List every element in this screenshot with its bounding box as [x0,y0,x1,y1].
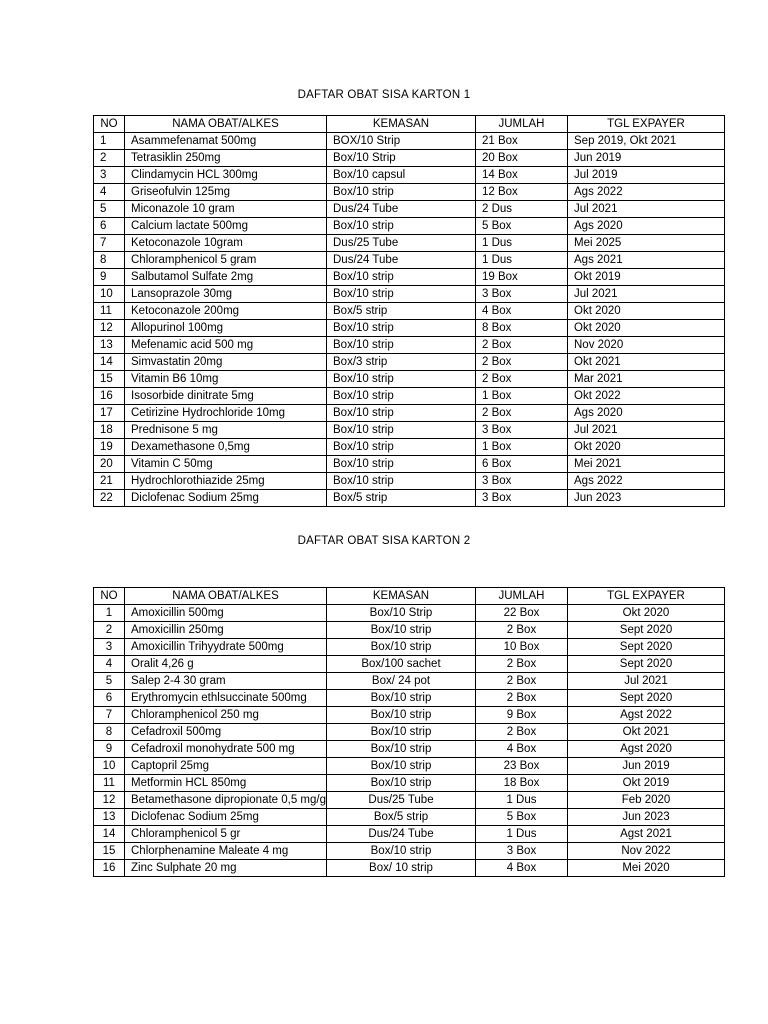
cell-tgl-expayer: Nov 2022 [568,843,725,860]
table-row [94,741,725,758]
cell-kemasan: Box/10 strip [327,320,476,337]
table-row [94,354,725,371]
cell-kemasan: Box/10 Strip [327,605,476,622]
header-jumlah: JUMLAH [476,588,568,605]
cell-nama-obat: Ketoconazole 10gram [125,235,327,252]
cell-jumlah: 2 Box [476,656,568,673]
cell-kemasan: Box/5 strip [327,303,476,320]
table-row [94,775,725,792]
cell-tgl-expayer: Feb 2020 [568,792,725,809]
cell-tgl-expayer: Sept 2020 [568,622,725,639]
cell-jumlah: 1 Dus [476,252,568,269]
cell-kemasan: Box/3 strip [327,354,476,371]
cell-nama-obat: Calcium lactate 500mg [125,218,327,235]
table-row [94,490,725,507]
cell-kemasan: Box/10 strip [327,269,476,286]
cell-tgl-expayer: Ags 2020 [568,405,725,422]
cell-no: 8 [94,724,125,741]
cell-tgl-expayer: Okt 2020 [568,439,725,456]
karton-2-title: DAFTAR OBAT SISA KARTON 2 [297,535,471,547]
cell-kemasan: Box/10 strip [327,758,476,775]
cell-jumlah: 1 Dus [476,792,568,809]
cell-tgl-expayer: Mar 2021 [568,371,725,388]
cell-jumlah: 1 Dus [476,235,568,252]
cell-no: 4 [94,184,125,201]
cell-nama-obat: Dexamethasone 0,5mg [125,439,327,456]
cell-tgl-expayer: Mei 2025 [568,235,725,252]
cell-tgl-expayer: Okt 2020 [568,605,725,622]
cell-nama-obat: Vitamin B6 10mg [125,371,327,388]
table-row [94,622,725,639]
cell-no: 6 [94,218,125,235]
cell-nama-obat: Amoxicillin 250mg [125,622,327,639]
cell-kemasan: Box/10 strip [327,741,476,758]
header-nama-obat: NAMA OBAT/ALKES [125,588,327,605]
cell-tgl-expayer: Nov 2020 [568,337,725,354]
cell-no: 16 [94,860,125,877]
cell-nama-obat: Amoxicillin 500mg [125,605,327,622]
cell-jumlah: 10 Box [476,639,568,656]
table-row [94,439,725,456]
cell-nama-obat: Betamethasone dipropionate 0,5 mg/g [125,792,327,809]
cell-nama-obat: Captopril 25mg [125,758,327,775]
cell-tgl-expayer: Agst 2020 [568,741,725,758]
cell-tgl-expayer: Agst 2021 [568,826,725,843]
table-row [94,405,725,422]
cell-jumlah: 3 Box [476,843,568,860]
cell-jumlah: 4 Box [476,741,568,758]
cell-tgl-expayer: Ags 2022 [568,473,725,490]
cell-nama-obat: Simvastatin 20mg [125,354,327,371]
cell-no: 13 [94,337,125,354]
cell-kemasan: Dus/24 Tube [327,201,476,218]
cell-no: 19 [94,439,125,456]
table-row [94,707,725,724]
cell-jumlah: 22 Box [476,605,568,622]
cell-no: 13 [94,809,125,826]
cell-jumlah: 2 Box [476,371,568,388]
karton-2-table [93,587,725,877]
cell-tgl-expayer: Mei 2021 [568,456,725,473]
cell-no: 2 [94,150,125,167]
table-row [94,235,725,252]
cell-kemasan: Box/10 strip [327,843,476,860]
cell-kemasan: Box/10 strip [327,473,476,490]
cell-kemasan: Box/ 10 strip [327,860,476,877]
cell-no: 3 [94,639,125,656]
header-no: NO [94,116,125,133]
cell-kemasan: Box/10 strip [327,690,476,707]
cell-kemasan: Box/5 strip [327,809,476,826]
cell-jumlah: 3 Box [476,473,568,490]
cell-kemasan: Box/10 strip [327,371,476,388]
cell-jumlah: 5 Box [476,218,568,235]
cell-jumlah: 1 Box [476,388,568,405]
cell-tgl-expayer: Okt 2022 [568,388,725,405]
header-no: NO [94,588,125,605]
table-row [94,724,725,741]
cell-no: 17 [94,405,125,422]
cell-nama-obat: Griseofulvin 125mg [125,184,327,201]
cell-no: 4 [94,656,125,673]
cell-jumlah: 6 Box [476,456,568,473]
cell-jumlah: 20 Box [476,150,568,167]
table-row [94,473,725,490]
table-row [94,320,725,337]
cell-nama-obat: Cefadroxil monohydrate 500 mg [125,741,327,758]
cell-kemasan: Box/10 strip [327,639,476,656]
header-nama-obat: NAMA OBAT/ALKES [125,116,327,133]
cell-no: 6 [94,690,125,707]
cell-jumlah: 12 Box [476,184,568,201]
cell-jumlah: 3 Box [476,422,568,439]
table-row [94,371,725,388]
cell-no: 1 [94,133,125,150]
table-row [94,656,725,673]
cell-kemasan: Box/10 strip [327,218,476,235]
cell-jumlah: 9 Box [476,707,568,724]
cell-kemasan: Box/10 strip [327,622,476,639]
table-row [94,303,725,320]
cell-tgl-expayer: Jul 2021 [568,422,725,439]
cell-tgl-expayer: Jul 2019 [568,167,725,184]
cell-jumlah: 3 Box [476,286,568,303]
cell-nama-obat: Oralit 4,26 g [125,656,327,673]
cell-kemasan: Dus/24 Tube [327,826,476,843]
header-jumlah: JUMLAH [476,116,568,133]
table-row [94,690,725,707]
table-header-row [94,588,725,605]
cell-nama-obat: Allopurinol 100mg [125,320,327,337]
table-row [94,809,725,826]
cell-no: 21 [94,473,125,490]
cell-nama-obat: Zinc Sulphate 20 mg [125,860,327,877]
cell-kemasan: Box/10 strip [327,707,476,724]
cell-nama-obat: Chloramphenicol 250 mg [125,707,327,724]
cell-kemasan: Box/ 24 pot [327,673,476,690]
table-row [94,150,725,167]
cell-kemasan: Dus/25 Tube [327,235,476,252]
table-row [94,826,725,843]
table-row [94,184,725,201]
cell-tgl-expayer: Jul 2021 [568,286,725,303]
cell-kemasan: Box/10 strip [327,724,476,741]
header-kemasan: KEMASAN [327,116,476,133]
cell-jumlah: 4 Box [476,303,568,320]
table-row [94,758,725,775]
cell-tgl-expayer: Jun 2019 [568,150,725,167]
cell-kemasan: Box/10 strip [327,388,476,405]
table-row [94,843,725,860]
cell-nama-obat: Ketoconazole 200mg [125,303,327,320]
cell-nama-obat: Mefenamic acid 500 mg [125,337,327,354]
cell-jumlah: 1 Box [476,439,568,456]
cell-no: 11 [94,775,125,792]
cell-kemasan: Dus/25 Tube [327,792,476,809]
cell-kemasan: Box/10 strip [327,439,476,456]
cell-no: 16 [94,388,125,405]
cell-jumlah: 8 Box [476,320,568,337]
cell-no: 15 [94,371,125,388]
cell-tgl-expayer: Ags 2022 [568,184,725,201]
cell-nama-obat: Asammefenamat 500mg [125,133,327,150]
table-row [94,167,725,184]
cell-no: 8 [94,252,125,269]
cell-no: 7 [94,235,125,252]
cell-jumlah: 21 Box [476,133,568,150]
cell-jumlah: 2 Box [476,673,568,690]
cell-no: 9 [94,741,125,758]
cell-nama-obat: Vitamin C 50mg [125,456,327,473]
cell-kemasan: Box/10 strip [327,422,476,439]
cell-no: 22 [94,490,125,507]
cell-jumlah: 3 Box [476,490,568,507]
cell-tgl-expayer: Jun 2019 [568,758,725,775]
cell-kemasan: Box/10 strip [327,337,476,354]
header-kemasan: KEMASAN [327,588,476,605]
cell-tgl-expayer: Agst 2022 [568,707,725,724]
header-tgl-expayer: TGL EXPAYER [568,588,725,605]
cell-jumlah: 14 Box [476,167,568,184]
cell-kemasan: Box/10 strip [327,286,476,303]
cell-jumlah: 2 Box [476,354,568,371]
karton-1-title: DAFTAR OBAT SISA KARTON 1 [297,89,471,101]
table-row [94,605,725,622]
cell-tgl-expayer: Okt 2019 [568,269,725,286]
cell-nama-obat: Isosorbide dinitrate 5mg [125,388,327,405]
cell-tgl-expayer: Sept 2020 [568,639,725,656]
cell-kemasan: Box/10 strip [327,184,476,201]
cell-jumlah: 2 Box [476,622,568,639]
cell-no: 12 [94,320,125,337]
cell-no: 18 [94,422,125,439]
cell-no: 2 [94,622,125,639]
cell-no: 15 [94,843,125,860]
table-row [94,456,725,473]
cell-tgl-expayer: Mei 2020 [568,860,725,877]
cell-nama-obat: Cefadroxil 500mg [125,724,327,741]
cell-tgl-expayer: Ags 2020 [568,218,725,235]
cell-no: 10 [94,758,125,775]
cell-tgl-expayer: Okt 2019 [568,775,725,792]
cell-jumlah: 23 Box [476,758,568,775]
cell-no: 10 [94,286,125,303]
cell-no: 5 [94,673,125,690]
cell-tgl-expayer: Okt 2021 [568,354,725,371]
cell-no: 9 [94,269,125,286]
table-row [94,133,725,150]
cell-tgl-expayer: Okt 2020 [568,303,725,320]
cell-nama-obat: Clindamycin HCL 300mg [125,167,327,184]
cell-kemasan: Box/10 strip [327,405,476,422]
cell-kemasan: Box/10 strip [327,456,476,473]
table-row [94,286,725,303]
cell-nama-obat: Amoxicillin Trihyydrate 500mg [125,639,327,656]
cell-jumlah: 18 Box [476,775,568,792]
cell-jumlah: 2 Box [476,690,568,707]
cell-tgl-expayer: Jun 2023 [568,809,725,826]
table-row [94,422,725,439]
cell-jumlah: 2 Box [476,724,568,741]
cell-no: 11 [94,303,125,320]
table-row [94,252,725,269]
cell-kemasan: Box/100 sachet [327,656,476,673]
cell-no: 7 [94,707,125,724]
cell-tgl-expayer: Sept 2020 [568,690,725,707]
cell-kemasan: Box/10 capsul [327,167,476,184]
cell-nama-obat: Diclofenac Sodium 25mg [125,809,327,826]
table-row [94,218,725,235]
karton-1-table [93,115,725,507]
table-row [94,201,725,218]
cell-no: 14 [94,826,125,843]
cell-nama-obat: Cetirizine Hydrochloride 10mg [125,405,327,422]
cell-kemasan: BOX/10 Strip [327,133,476,150]
cell-tgl-expayer: Sept 2020 [568,656,725,673]
table-row [94,388,725,405]
cell-nama-obat: Chloramphenicol 5 gram [125,252,327,269]
cell-nama-obat: Tetrasiklin 250mg [125,150,327,167]
cell-nama-obat: Erythromycin ethlsuccinate 500mg [125,690,327,707]
cell-no: 1 [94,605,125,622]
cell-no: 3 [94,167,125,184]
cell-no: 5 [94,201,125,218]
table-row [94,639,725,656]
cell-jumlah: 2 Box [476,405,568,422]
header-tgl-expayer: TGL EXPAYER [568,116,725,133]
cell-jumlah: 4 Box [476,860,568,877]
cell-tgl-expayer: Jun 2023 [568,490,725,507]
cell-jumlah: 5 Box [476,809,568,826]
cell-nama-obat: Metformin HCL 850mg [125,775,327,792]
cell-kemasan: Box/10 strip [327,775,476,792]
table-row [94,860,725,877]
table-row [94,337,725,354]
cell-jumlah: 1 Dus [476,826,568,843]
cell-nama-obat: Prednisone 5 mg [125,422,327,439]
cell-tgl-expayer: Ags 2021 [568,252,725,269]
cell-kemasan: Box/10 Strip [327,150,476,167]
cell-nama-obat: Lansoprazole 30mg [125,286,327,303]
cell-nama-obat: Chloramphenicol 5 gr [125,826,327,843]
cell-tgl-expayer: Okt 2021 [568,724,725,741]
table-row [94,792,725,809]
cell-kemasan: Dus/24 Tube [327,252,476,269]
cell-kemasan: Box/5 strip [327,490,476,507]
cell-jumlah: 19 Box [476,269,568,286]
cell-nama-obat: Diclofenac Sodium 25mg [125,490,327,507]
cell-nama-obat: Salbutamol Sulfate 2mg [125,269,327,286]
table-header-row [94,116,725,133]
cell-nama-obat: Hydrochlorothiazide 25mg [125,473,327,490]
cell-jumlah: 2 Box [476,337,568,354]
cell-tgl-expayer: Jul 2021 [568,201,725,218]
cell-tgl-expayer: Okt 2020 [568,320,725,337]
cell-nama-obat: Salep 2-4 30 gram [125,673,327,690]
cell-tgl-expayer: Sep 2019, Okt 2021 [568,133,725,150]
cell-no: 14 [94,354,125,371]
cell-nama-obat: Chlorphenamine Maleate 4 mg [125,843,327,860]
cell-nama-obat: Miconazole 10 gram [125,201,327,218]
cell-no: 12 [94,792,125,809]
cell-no: 20 [94,456,125,473]
table-row [94,269,725,286]
table-row [94,673,725,690]
cell-jumlah: 2 Dus [476,201,568,218]
cell-tgl-expayer: Jul 2021 [568,673,725,690]
